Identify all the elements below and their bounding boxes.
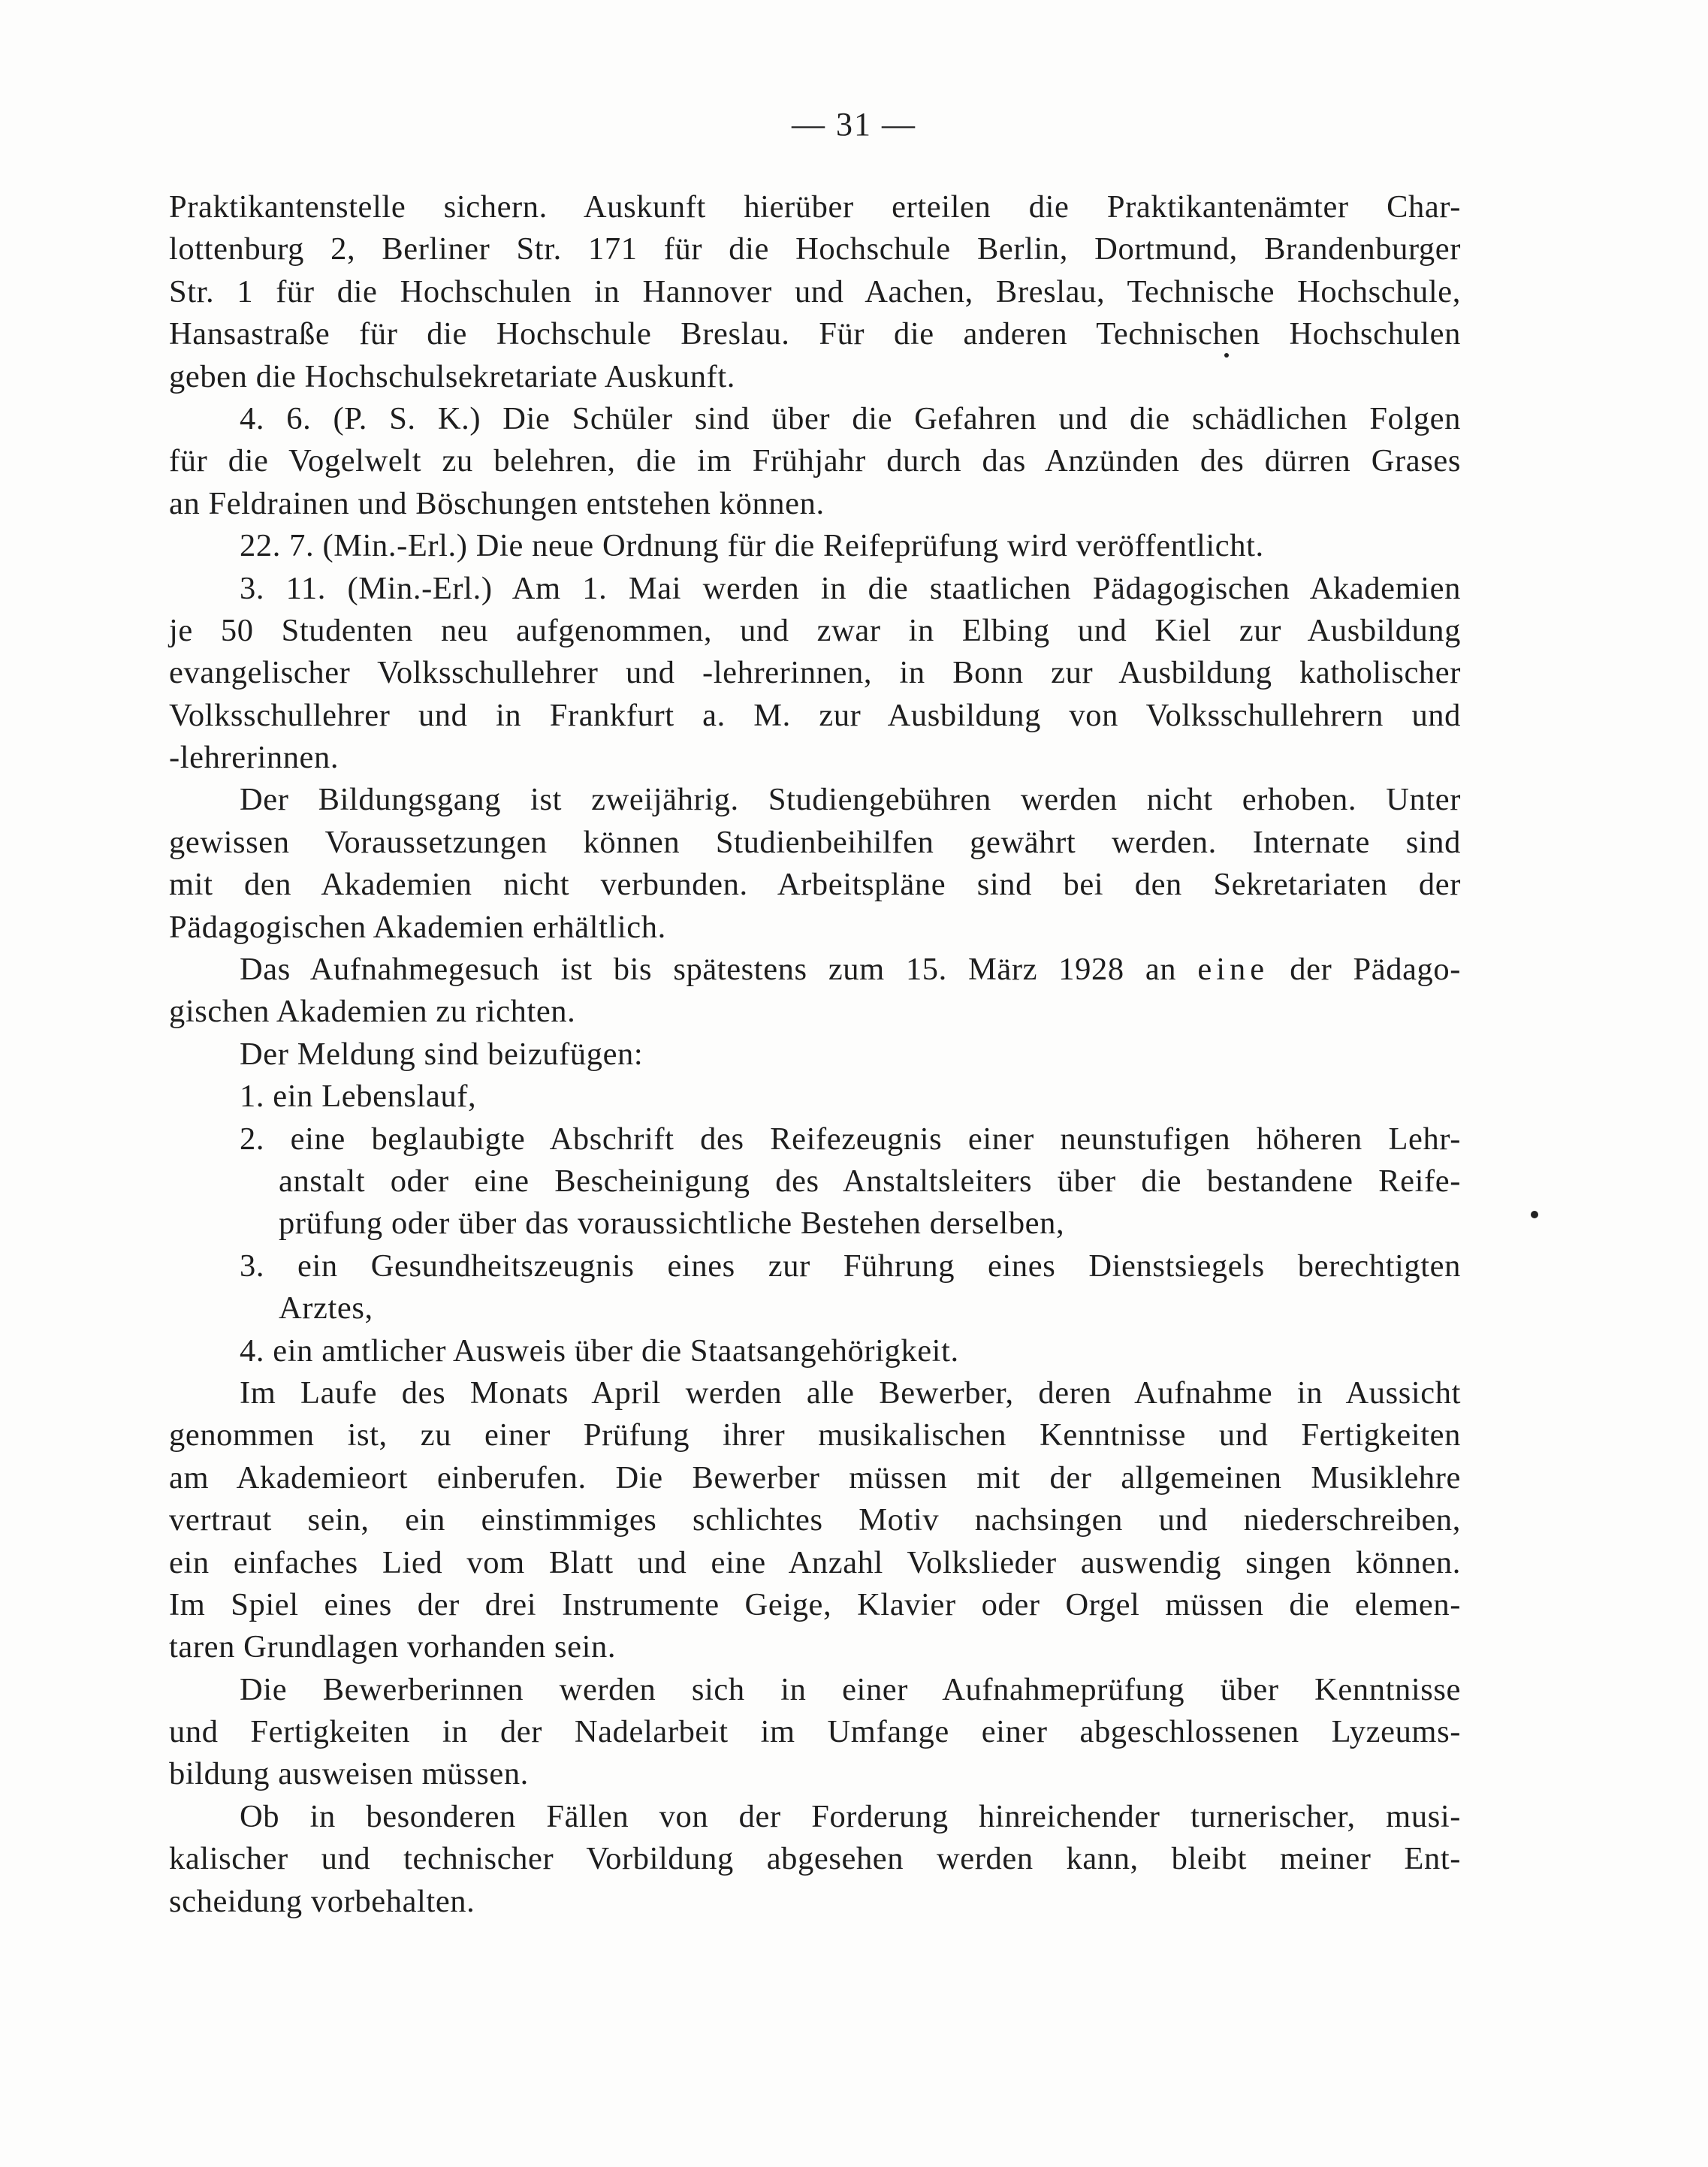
text-line: lottenburg 2, Berliner Str. 171 für die Hochschule Berlin, Dortmund, Brandenburger (169, 231, 1461, 267)
text-line: ein einfaches Lied vom Blatt und eine Anzahl Volkslieder auswendig singen können. (169, 1544, 1461, 1580)
paragraph (169, 398, 1461, 525)
paragraph (169, 186, 1461, 398)
list-item: 3. ein Gesundheitszeugnis eines zur Führung eines Dienstsiegels berechtigten (240, 1248, 1461, 1284)
text-line: Der Bildungsgang ist zweijährig. Studiengebühren werden nicht erhoben. Unter (240, 782, 1461, 818)
text-line: Hansastraße für die Hochschule Breslau. Für die anderen Technischen Hochschulen (169, 316, 1461, 352)
text-line: je 50 Studenten neu aufgenommen, und zwar in Elbing und Kiel zur Ausbildung (169, 612, 1461, 648)
text-line: am Akademieort einberufen. Die Bewerber müssen mit der allgemeinen Musiklehre (169, 1459, 1461, 1495)
paragraph (169, 1669, 1461, 1796)
text-line: scheidung vorbehalten. (169, 1883, 475, 1919)
page-number: — 31 — (792, 106, 916, 143)
text-line: Volksschullehrer und in Frankfurt a. M. zur Ausbildung von Volksschullehrern und (169, 697, 1461, 733)
paragraph (169, 568, 1461, 780)
ink-speck (1224, 353, 1229, 358)
paragraph (169, 1034, 1461, 1076)
text-run: Das Aufnahmegesuch ist bis spätestens zum 15. März 1928 an (240, 952, 1177, 988)
text-line: Im Spiel eines der drei Instrumente Geige, Klavier oder Orgel müssen die elemen- (169, 1586, 1461, 1622)
text-line: für die Vogelwelt zu belehren, die im Frühjahr durch das Anzünden des dürren Grases (169, 443, 1461, 479)
text-line: Im Laufe des Monats April werden alle Bewerber, deren Aufnahme in Aussicht (240, 1375, 1461, 1411)
text-line: -lehrerinnen. (169, 740, 339, 776)
text-line: Praktikantenstelle sichern. Auskunft hierüber erteilen die Praktikantenämter Char- (169, 189, 1461, 225)
text-line: Pädagogischen Akademien erhältlich. (169, 909, 666, 945)
requirements-list (169, 1076, 1461, 1372)
text-line: 3. 11. (Min.-Erl.) Am 1. Mai werden in die staatlichen Pädagogischen Akademien (240, 570, 1461, 606)
text-run: der Pädago- (1290, 952, 1461, 988)
text-line: an Feldrainen und Böschungen entstehen können. (169, 485, 825, 521)
body-text (169, 186, 1461, 1923)
text-line (169, 949, 1461, 991)
list-item: 4. ein amtlicher Ausweis über die Staatsangehörigkeit. (240, 1332, 959, 1369)
text-line: Die Bewerberinnen werden sich in einer Aufnahmeprüfung über Kenntnisse (240, 1671, 1461, 1707)
text-line: kalischer und technischer Vorbildung abgesehen werden kann, bleibt meiner Ent- (169, 1841, 1461, 1877)
list-item-continuation: anstalt oder eine Bescheinigung des Anstaltsleiters über die bestandene Reife- (279, 1163, 1461, 1199)
text-line: vertraut sein, ein einstimmiges schlichtes Motiv nachsingen und niederschreiben, (169, 1502, 1461, 1538)
text-line: 22. 7. (Min.-Erl.) Die neue Ordnung für die Reifeprüfung wird veröffentlicht. (240, 528, 1264, 564)
list-item: 2. eine beglaubigte Abschrift des Reifezeugnis einer neunstufigen höheren Lehr- (240, 1121, 1461, 1157)
list-item-continuation: prüfung oder über das voraussichtliche Bestehen derselben, (279, 1206, 1065, 1242)
text-line: evangelischer Volksschullehrer und -lehrerinnen, in Bonn zur Ausbildung katholischer (169, 655, 1461, 691)
paragraph (169, 779, 1461, 949)
text-line: gewissen Voraussetzungen können Studienbeihilfen gewährt werden. Internate sind (169, 824, 1461, 860)
paragraph (169, 949, 1461, 1034)
list-item-continuation: Arztes, (279, 1290, 373, 1326)
text-line: genommen ist, zu einer Prüfung ihrer musikalischen Kenntnisse und Fertigkeiten (169, 1417, 1461, 1453)
text-line: taren Grundlagen vorhanden sein. (169, 1629, 617, 1665)
text-line: gischen Akademien zu richten. (169, 994, 576, 1030)
text-line: geben die Hochschulsekretariate Auskunft. (169, 358, 735, 394)
text-line: 4. 6. (P. S. K.) Die Schüler sind über die Gefahren und die schädlichen Folgen (240, 400, 1461, 436)
ink-speck (1531, 1211, 1538, 1218)
text-line: und Fertigkeiten in der Nadelarbeit im Umfange einer abgeschlossenen Lyzeums- (169, 1714, 1461, 1750)
paragraph (169, 1796, 1461, 1923)
list-item: 1. ein Lebenslauf, (240, 1079, 477, 1115)
text-line: Der Meldung sind beizufügen: (240, 1036, 644, 1072)
text-line: Str. 1 für die Hochschulen in Hannover und Aachen, Breslau, Technische Hochschule, (169, 273, 1461, 309)
paragraph (169, 1372, 1461, 1669)
text-line: Ob in besonderen Fällen von der Forderung hinreichender turnerischer, musi- (240, 1798, 1461, 1834)
paragraph (169, 525, 1461, 567)
text-line: mit den Akademien nicht verbunden. Arbeitspläne sind bei den Sekretariaten der (169, 867, 1461, 903)
text-line: bildung ausweisen müssen. (169, 1756, 529, 1792)
spaced-emphasis: eine (1197, 952, 1269, 988)
